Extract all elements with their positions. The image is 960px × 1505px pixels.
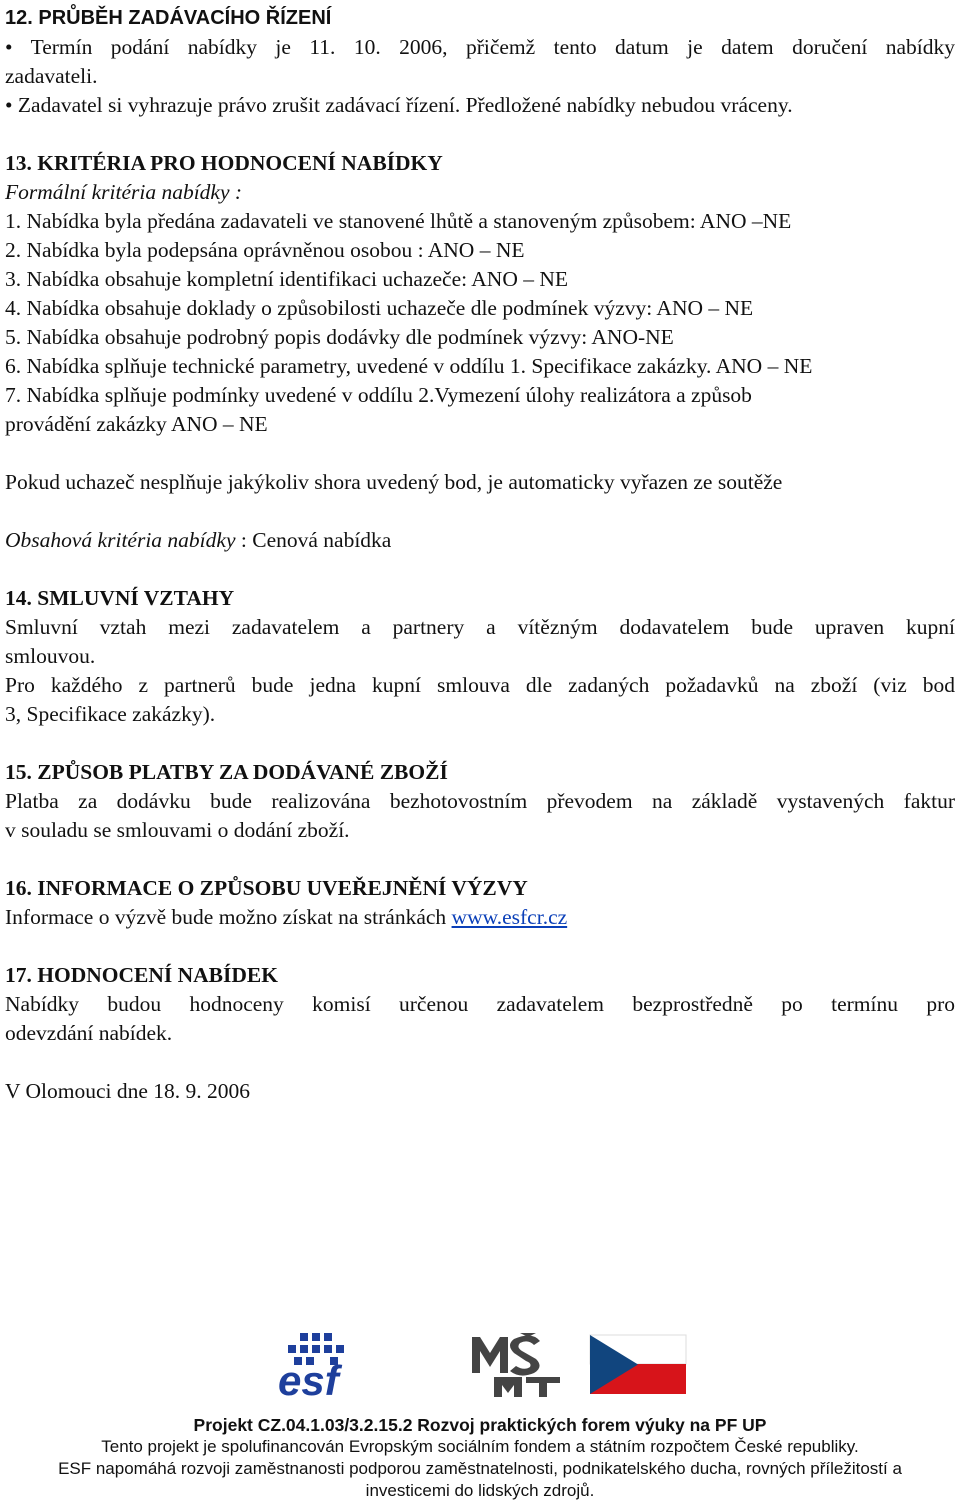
section-16-heading: 16. INFORMACE O ZPŮSOBU UVEŘEJNĚNÍ VÝZVY [5, 876, 528, 900]
criteria-item-4: 4. Nabídka obsahuje doklady o způsobilosti uchazeče dle podmínek výzvy: ANO – NE [5, 296, 754, 320]
esf-logo-text: esf [278, 1357, 339, 1398]
s16-text: Informace o výzvě bude možno získat na stránkách [5, 905, 452, 929]
content-criteria-value: : Cenová nabídka [235, 528, 392, 552]
criteria-item-1: 1. Nabídka byla předána zadavateli ve stanovené lhůtě a stanoveným způsobem: ANO –NE [5, 209, 792, 233]
footer-line-4: investicemi do lidských zdrojů. [365, 1481, 595, 1500]
s15-paragraph: Platba za dodávku bude realizována bezhotovostním převodem na základě vystavených faktur [5, 789, 955, 813]
section-14-heading: 14. SMLUVNÍ VZTAHY [5, 586, 235, 610]
section-12-heading: 12. PRŮBĚH ZADÁVACÍHO ŘÍZENÍ [5, 7, 332, 29]
s14-paragraph-2: Pro každého z partnerů bude jedna kupní smlouva dle zadaných požadavků na zboží (viz bod [5, 673, 955, 697]
logo-bar [0, 1333, 960, 1398]
formal-criteria-label: Formální kritéria nabídky : [5, 180, 243, 204]
section-15-heading: 15. ZPŮSOB PLATBY ZA DODÁVANÉ ZBOŽÍ [5, 760, 448, 784]
footer-project: Projekt CZ.04.1.03/3.2.15.2 Rozvoj praktických forem výuky na PF UP [193, 1415, 767, 1435]
exclusion-note: Pokud uchazeč nesplňuje jakýkoliv shora uvedený bod, je automaticky vyřazen ze soutěže [5, 470, 783, 494]
czech-flag [590, 1335, 686, 1394]
place-date: V Olomouci dne 18. 9. 2006 [5, 1079, 251, 1103]
content-criteria-label: Obsahová kritéria nabídky [5, 528, 236, 552]
s14-paragraph-2-cont: 3, Specifikace zakázky). [5, 702, 216, 726]
msmt-logo [472, 1333, 560, 1397]
s12-bullet-1: • Termín podání nabídky je 11. 10. 2006, přičemž tento datum je datem doručení nabídky [5, 35, 955, 59]
s12-bullet-1-cont: zadavateli. [5, 64, 98, 88]
s17-paragraph-cont: odevzdání nabídek. [5, 1021, 173, 1045]
criteria-item-7-cont: provádění zakázky ANO – NE [5, 412, 268, 436]
footer-line-2: Tento projekt je spolufinancován Evropským sociálním fondem a státním rozpočtem České republiky. [101, 1437, 859, 1456]
logo-bar-graphic [0, 1333, 960, 1398]
document-body [5, 4, 955, 1106]
content-criteria [5, 526, 955, 555]
s17-paragraph: Nabídky budou hodnoceny komisí určenou zadavatelem bezprostředně po termínu pro [5, 992, 955, 1016]
criteria-item-5: 5. Nabídka obsahuje podrobný popis dodávky dle podmínek výzvy: ANO-NE [5, 325, 674, 349]
s14-paragraph-1-cont: smlouvou. [5, 644, 96, 668]
s14-paragraph-1: Smluvní vztah mezi zadavatelem a partnery a vítězným dodavatelem bude upraven kupní [5, 615, 955, 639]
page-footer [0, 1414, 960, 1502]
footer-line-3: ESF napomáhá rozvoji zaměstnanosti podporou zaměstnatelnosti, podnikatelského ducha, rovných příležitostí a [58, 1459, 902, 1478]
criteria-item-2: 2. Nabídka byla podepsána oprávněnou osobou : ANO – NE [5, 238, 525, 262]
s15-paragraph-cont: v souladu se smlouvami o dodání zboží. [5, 818, 350, 842]
s16-paragraph [5, 903, 955, 932]
section-17-heading: 17. HODNOCENÍ NABÍDEK [5, 963, 278, 987]
s12-bullet-2: • Zadavatel si vyhrazuje právo zrušit zadávací řízení. Předložené nabídky nebudou vráceny. [5, 93, 793, 117]
esfcr-link[interactable]: www.esfcr.cz [451, 905, 568, 929]
criteria-item-6: 6. Nabídka splňuje technické parametry, uvedené v oddílu 1. Specifikace zakázky. ANO – NE [5, 354, 813, 378]
criteria-item-3: 3. Nabídka obsahuje kompletní identifikaci uchazeče: ANO – NE [5, 267, 569, 291]
criteria-item-7: 7. Nabídka splňuje podmínky uvedené v oddílu 2.Vymezení úlohy realizátora a způsob [5, 383, 752, 407]
esf-logo [278, 1333, 344, 1398]
section-13-heading: 13. KRITÉRIA PRO HODNOCENÍ NABÍDKY [5, 151, 443, 175]
